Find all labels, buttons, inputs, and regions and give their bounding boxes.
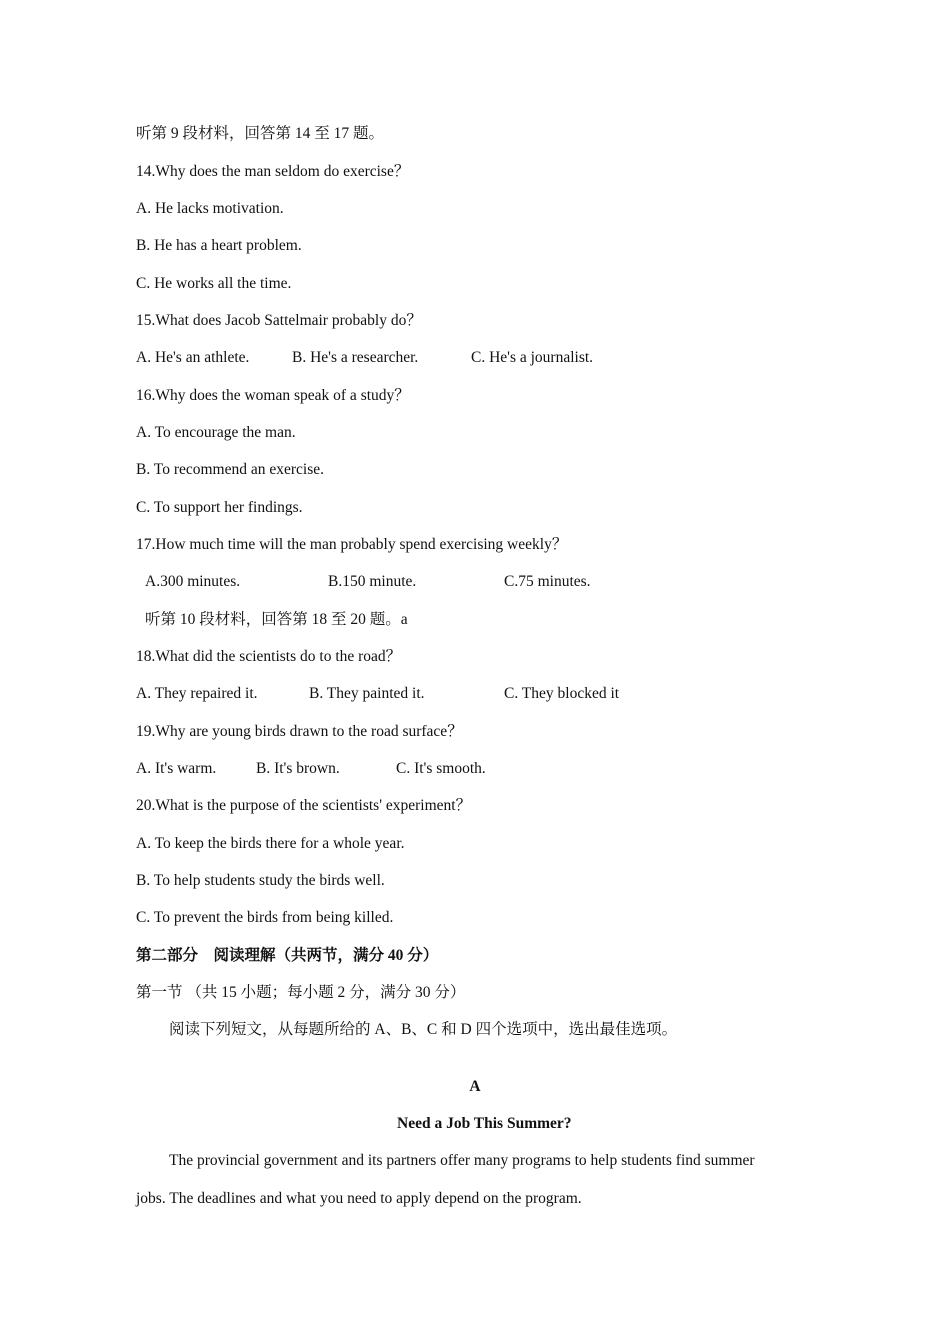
q16-option-a: A. To encourage the man. bbox=[136, 424, 296, 441]
q16-stem: 16.Why does the woman speak of a study？ bbox=[136, 387, 410, 404]
passage-paragraph-line2: jobs. The deadlines and what you need to apply depend on the program. bbox=[136, 1190, 582, 1207]
passage-paragraph-line1: The provincial government and its partners offer many programs to help students find summer bbox=[169, 1152, 755, 1169]
q17-option-b: B.150 minute. bbox=[328, 573, 417, 590]
q15-option-b: B. He's a researcher. bbox=[292, 349, 419, 366]
section9-heading: 听第 9 段材料，回答第 14 至 17 题。 bbox=[136, 125, 385, 142]
passage-label: A bbox=[469, 1078, 481, 1095]
section10-heading: 听第 10 段材料，回答第 18 至 20 题。a bbox=[145, 611, 408, 628]
q17-option-a: A.300 minutes. bbox=[145, 573, 241, 590]
q16-option-b: B. To recommend an exercise. bbox=[136, 461, 325, 478]
q17-option-c: C.75 minutes. bbox=[504, 573, 591, 590]
q18-option-c: C. They blocked it bbox=[504, 685, 620, 702]
q14-option-a: A. He lacks motivation. bbox=[136, 200, 284, 217]
q19-option-c: C. It's smooth. bbox=[396, 760, 486, 777]
passage-title: Need a Job This Summer? bbox=[397, 1115, 572, 1132]
q20-option-b: B. To help students study the birds well. bbox=[136, 872, 385, 889]
q20-stem: 20.What is the purpose of the scientists' experiment？ bbox=[136, 797, 472, 814]
q20-option-a: A. To keep the birds there for a whole year. bbox=[136, 835, 405, 852]
part2-section1: 第一节 （共 15 小题；每小题 2 分，满分 30 分） bbox=[136, 984, 466, 1001]
q14-option-c: C. He works all the time. bbox=[136, 275, 292, 292]
q18-option-b: B. They painted it. bbox=[309, 685, 425, 702]
q14-stem: 14.Why does the man seldom do exercise？ bbox=[136, 163, 410, 180]
q15-stem: 15.What does Jacob Sattelmair probably do？ bbox=[136, 312, 422, 329]
q19-option-b: B. It's brown. bbox=[256, 760, 340, 777]
part2-instruction: 阅读下列短文，从每题所给的 A、B、C 和 D 四个选项中，选出最佳选项。 bbox=[169, 1021, 678, 1038]
q17-stem: 17.How much time will the man probably spend exercising weekly？ bbox=[136, 536, 568, 553]
q18-stem: 18.What did the scientists do to the road？ bbox=[136, 648, 402, 665]
q20-option-c: C. To prevent the birds from being killed. bbox=[136, 909, 394, 926]
q18-option-a: A. They repaired it. bbox=[136, 685, 258, 702]
q19-option-a: A. It's warm. bbox=[136, 760, 217, 777]
q14-option-b: B. He has a heart problem. bbox=[136, 237, 302, 254]
q15-option-c: C. He's a journalist. bbox=[471, 349, 594, 366]
q19-stem: 19.Why are young birds drawn to the road surface？ bbox=[136, 723, 463, 740]
part2-heading: 第二部分 阅读理解（共两节，满分 40 分） bbox=[136, 947, 439, 964]
q16-option-c: C. To support her findings. bbox=[136, 499, 303, 516]
q15-option-a: A. He's an athlete. bbox=[136, 349, 250, 366]
